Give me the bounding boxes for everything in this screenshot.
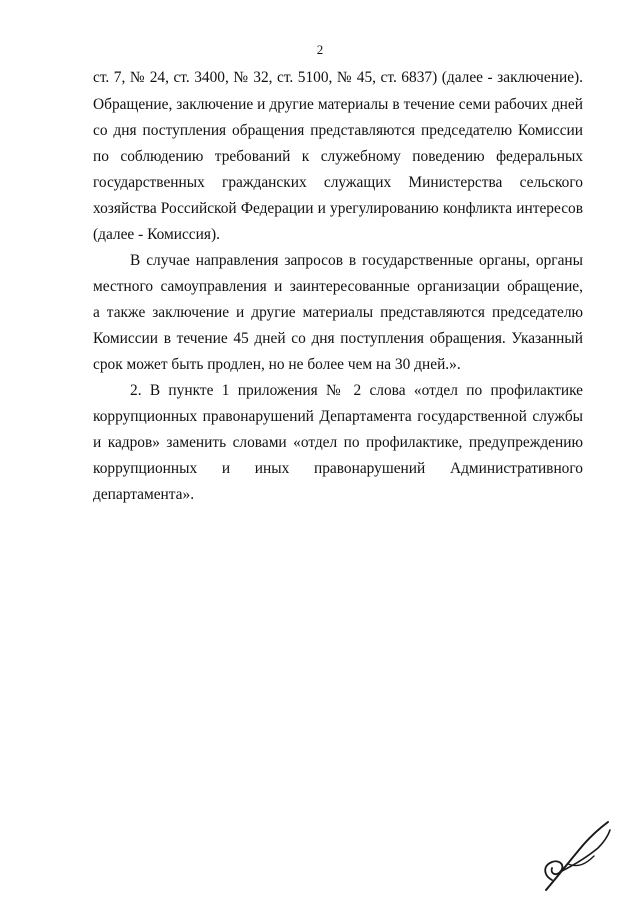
text-line: со дня поступления обращения представляются председателю Комиссии xyxy=(93,122,583,139)
paragraph-first-line: 2. В пункте 1 приложения № 2 слова «отдел по профилактике xyxy=(130,382,583,399)
page-number: 2 xyxy=(316,42,324,57)
text-line: Комиссии в течение 45 дней со дня поступления обращения. Указанный xyxy=(93,330,583,347)
text-line: ст. 7, № 24, ст. 3400, № 32, ст. 5100, № 45, ст. 6837) (далее - заключение). xyxy=(93,69,583,86)
text-line: и кадров» заменить словами «отдел по профилактике, предупреждению xyxy=(93,434,583,451)
text-line: а также заключение и другие материалы представляются председателю xyxy=(93,304,583,321)
handwritten-initials-signature xyxy=(538,818,618,898)
text-line: Обращение, заключение и другие материалы в течение семи рабочих дней xyxy=(93,96,583,113)
text-line: (далее - Комиссия). xyxy=(93,226,220,243)
text-line: хозяйства Российской Федерации и урегулированию конфликта интересов xyxy=(93,200,583,217)
text-line: местного самоуправления и заинтересованные организации обращение, xyxy=(93,278,583,295)
text-line: государственных гражданских служащих Министерства сельского xyxy=(93,174,583,191)
paragraph-first-line: В случае направления запросов в государственные органы, органы xyxy=(130,252,583,269)
text-line: коррупционных и иных правонарушений Административного xyxy=(93,460,583,477)
text-line: департамента». xyxy=(93,486,195,503)
text-line: срок может быть продлен, но не более чем на 30 дней.». xyxy=(93,356,461,373)
text-line: по соблюдению требований к служебному поведению федеральных xyxy=(93,148,583,165)
text-line: коррупционных правонарушений Департамента государственной службы xyxy=(93,408,583,425)
